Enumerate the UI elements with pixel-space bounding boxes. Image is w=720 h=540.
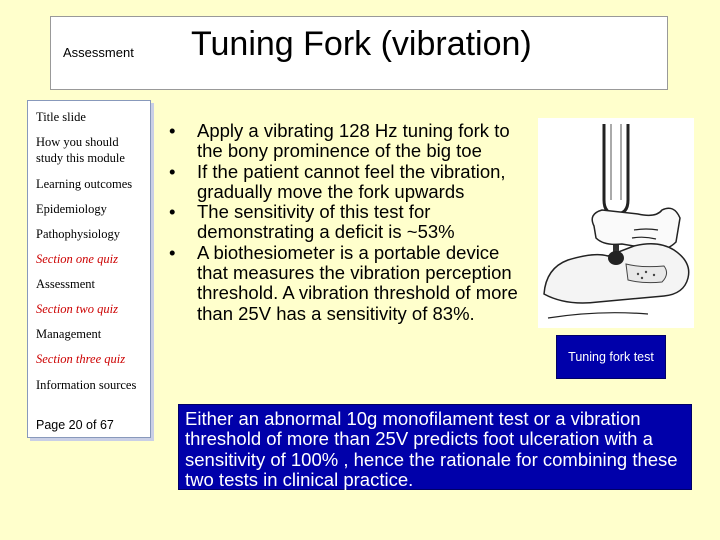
bullet-item: • A biothesiometer is a portable device that measures the vibration perception threshold. A vibration threshold of more than 25V has a sensitivity of 83%.	[163, 243, 533, 324]
navigation-panel	[27, 100, 151, 438]
bullet-item: • Apply a vibrating 128 Hz tuning fork to the bony prominence of the big toe	[163, 121, 533, 162]
slide-header	[50, 16, 668, 90]
nav-item-management[interactable]: Management	[36, 327, 102, 341]
bullet-item: • The sensitivity of this test for demonstrating a deficit is ~53%	[163, 202, 533, 243]
tuning-fork-icon	[538, 118, 694, 328]
page-indicator: Page 20 of 67	[36, 418, 114, 432]
nav-item-title-slide[interactable]: Title slide	[36, 110, 86, 124]
nav-item-how-to-study[interactable]: How you should study this module	[36, 135, 125, 165]
bullet-list	[163, 121, 533, 324]
highlight-note: Either an abnormal 10g monofilament test or a vibration threshold of more than 25V predicts foot ulceration with a sensitivity of 100% , hence the rationale for combining these two tests in clinical practice.	[178, 404, 692, 490]
nav-item-pathophysiology[interactable]: Pathophysiology	[36, 227, 121, 241]
bullet-item: • If the patient cannot feel the vibration, gradually move the fork upwards	[163, 162, 533, 203]
section-label: Assessment	[63, 45, 134, 60]
nav-item-section-three-quiz[interactable]: Section three quiz	[36, 352, 126, 366]
nav-item-epidemiology[interactable]: Epidemiology	[36, 202, 107, 216]
tuning-fork-illustration	[538, 118, 694, 328]
nav-item-information-sources[interactable]: Information sources	[36, 378, 137, 392]
nav-item-section-two-quiz[interactable]: Section two quiz	[36, 302, 118, 316]
nav-item-assessment[interactable]: Assessment	[36, 277, 96, 291]
figure-caption: Tuning fork test	[556, 335, 666, 379]
slide-title: Tuning Fork (vibration)	[191, 25, 532, 63]
nav-item-learning-outcomes[interactable]: Learning outcomes	[36, 177, 133, 191]
nav-item-section-one-quiz[interactable]: Section one quiz	[36, 252, 118, 266]
